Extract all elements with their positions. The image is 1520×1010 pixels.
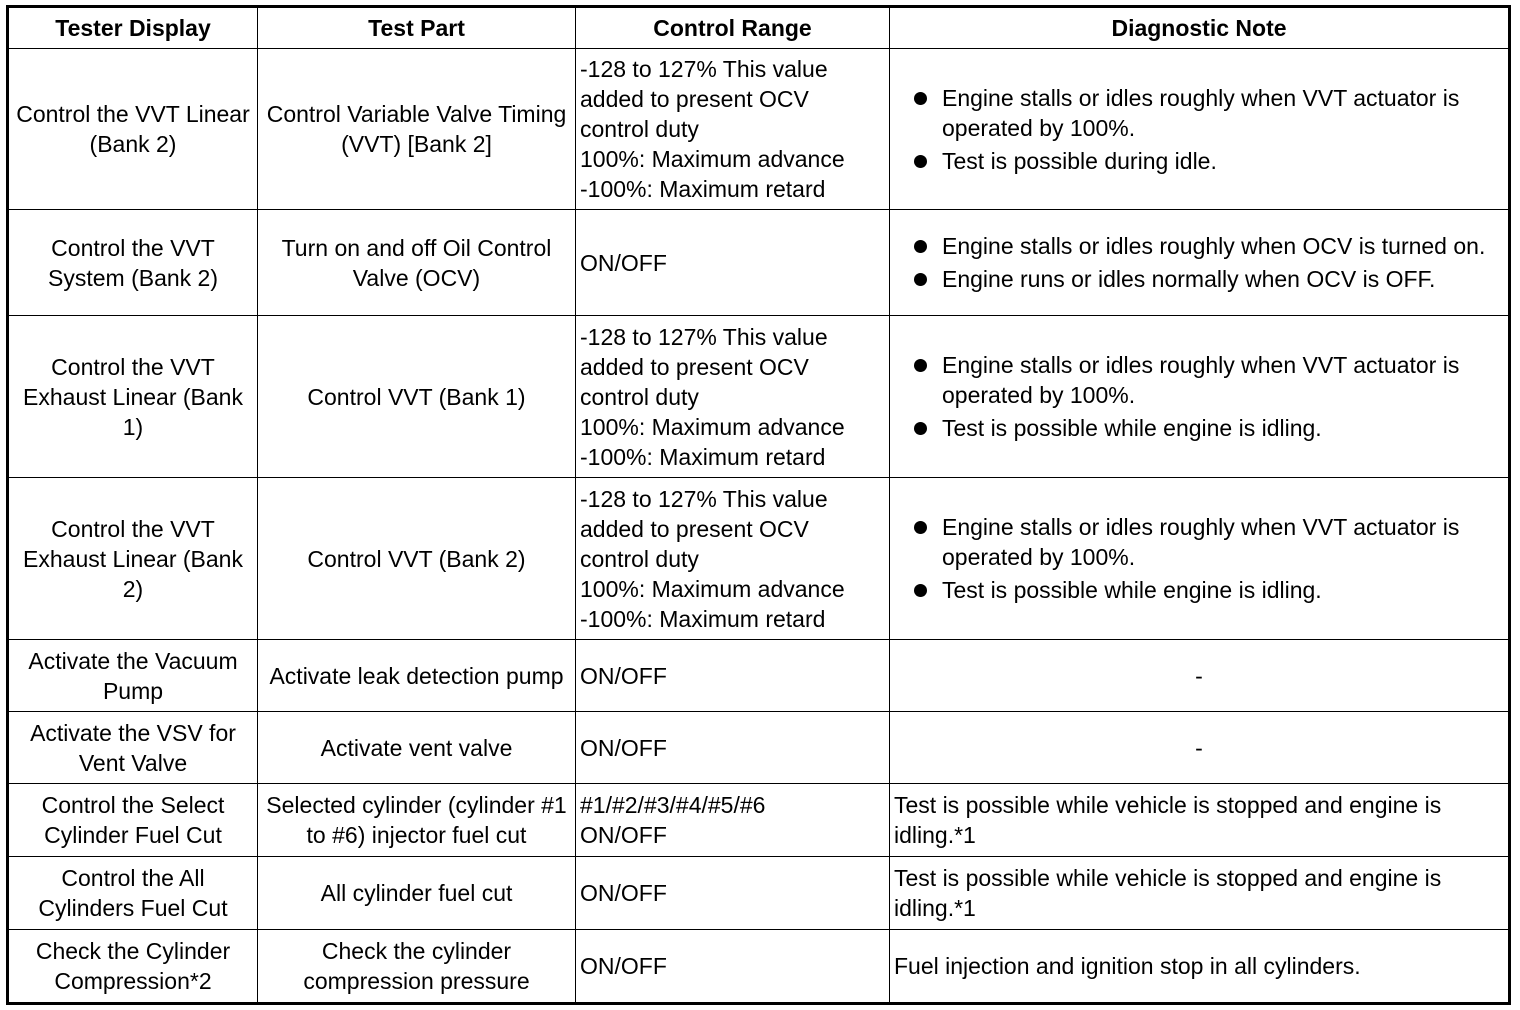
diagnostic-note-cell: Fuel injection and ignition stop in all cylinders. xyxy=(890,930,1510,1004)
control-range-line: ON/OFF xyxy=(580,822,667,848)
table-row xyxy=(8,210,1510,316)
control-range-line: ON/OFF xyxy=(580,662,667,689)
table-row xyxy=(8,930,1510,1004)
control-range-line: -100%: Maximum retard xyxy=(580,443,826,470)
header-test-part: Test Part xyxy=(258,7,576,49)
active-test-table xyxy=(6,5,1511,1005)
control-range-cell xyxy=(576,784,890,857)
control-range-line: ON/OFF xyxy=(580,880,667,906)
diagnostic-note-cell: Test is possible while vehicle is stopped and engine is idling.*1 xyxy=(890,857,1510,930)
table-row xyxy=(8,49,1510,210)
control-range-line: ON/OFF xyxy=(580,249,667,276)
test-part-cell: Turn on and off Oil Control Valve (OCV) xyxy=(258,210,576,316)
control-range-line: control duty xyxy=(580,545,699,572)
bullet-item: Engine stalls or idles roughly when VVT actuator is operated by 100%. xyxy=(894,350,1504,410)
tester-display-cell: Control the Select Cylinder Fuel Cut xyxy=(8,784,258,857)
control-range-line: added to present OCV xyxy=(580,353,809,380)
control-range-cell xyxy=(576,640,890,712)
control-range-cell xyxy=(576,712,890,784)
bullet-item: Engine stalls or idles roughly when VVT actuator is operated by 100%. xyxy=(894,83,1504,143)
tester-display-cell: Control the VVT System (Bank 2) xyxy=(8,210,258,316)
header-tester-display: Tester Display xyxy=(8,7,258,49)
control-range-line: -128 to 127% This value xyxy=(580,323,828,350)
bullet-item: Test is possible while engine is idling. xyxy=(894,413,1504,443)
table-row xyxy=(8,640,1510,712)
tester-display-cell: Control the All Cylinders Fuel Cut xyxy=(8,857,258,930)
control-range-line: -100%: Maximum retard xyxy=(580,605,826,632)
control-range-line: 100%: Maximum advance xyxy=(580,146,845,172)
bullet-list xyxy=(894,350,1504,443)
control-range-cell xyxy=(576,49,890,210)
tester-display-cell: Activate the VSV for Vent Valve xyxy=(8,712,258,784)
test-part-cell: Check the cylinder compression pressure xyxy=(258,930,576,1004)
bullet-item: Test is possible during idle. xyxy=(894,146,1504,176)
control-range-line: -128 to 127% This value xyxy=(580,485,828,512)
table-row xyxy=(8,784,1510,857)
control-range-line: ON/OFF xyxy=(580,734,667,761)
diagnostic-note-cell xyxy=(890,49,1510,210)
control-range-line: 100%: Maximum advance xyxy=(580,575,845,602)
control-range-line: control duty xyxy=(580,383,699,410)
header-control-range: Control Range xyxy=(576,7,890,49)
test-part-cell: Activate vent valve xyxy=(258,712,576,784)
tester-display-cell: Control the VVT Linear (Bank 2) xyxy=(8,49,258,210)
control-range-cell xyxy=(576,857,890,930)
table-row xyxy=(8,478,1510,640)
bullet-item: Engine runs or idles normally when OCV is OFF. xyxy=(894,264,1504,294)
control-range-line: ON/OFF xyxy=(580,953,667,979)
tester-display-cell: Control the VVT Exhaust Linear (Bank 1) xyxy=(8,316,258,478)
control-range-line: added to present OCV xyxy=(580,515,809,542)
control-range-cell xyxy=(576,930,890,1004)
diagnostic-note-cell: - xyxy=(890,712,1510,784)
test-part-cell: Control Variable Valve Timing (VVT) [Bank 2] xyxy=(258,49,576,210)
control-range-line: 100%: Maximum advance xyxy=(580,413,845,440)
control-range-cell xyxy=(576,316,890,478)
control-range-cell xyxy=(576,210,890,316)
diagnostic-note-cell: - xyxy=(890,640,1510,712)
bullet-list xyxy=(894,231,1504,294)
test-part-cell: Activate leak detection pump xyxy=(258,640,576,712)
diagnostic-note-cell xyxy=(890,478,1510,640)
control-range-line: #1/#2/#3/#4/#5/#6 xyxy=(580,792,766,818)
test-part-cell: Control VVT (Bank 1) xyxy=(258,316,576,478)
test-part-cell: Selected cylinder (cylinder #1 to #6) injector fuel cut xyxy=(258,784,576,857)
control-range-line: -128 to 127% This value xyxy=(580,56,828,82)
diagnostic-note-cell xyxy=(890,210,1510,316)
control-range-line: -100%: Maximum retard xyxy=(580,176,826,202)
diagnostic-note-cell xyxy=(890,316,1510,478)
control-range-line: added to present OCV xyxy=(580,86,809,112)
table-row xyxy=(8,712,1510,784)
bullet-list xyxy=(894,512,1504,605)
diagnostic-table-container xyxy=(6,5,1508,1005)
bullet-item: Test is possible while engine is idling. xyxy=(894,575,1504,605)
table-row xyxy=(8,316,1510,478)
bullet-item: Engine stalls or idles roughly when OCV is turned on. xyxy=(894,231,1504,261)
control-range-cell xyxy=(576,478,890,640)
tester-display-cell: Control the VVT Exhaust Linear (Bank 2) xyxy=(8,478,258,640)
header-row xyxy=(8,7,1510,49)
bullet-item: Engine stalls or idles roughly when VVT actuator is operated by 100%. xyxy=(894,512,1504,572)
header-diagnostic-note: Diagnostic Note xyxy=(890,7,1510,49)
table-row xyxy=(8,857,1510,930)
bullet-list xyxy=(894,83,1504,176)
diagnostic-note-cell: Test is possible while vehicle is stopped and engine is idling.*1 xyxy=(890,784,1510,857)
control-range-line: control duty xyxy=(580,116,699,142)
tester-display-cell: Check the Cylinder Compression*2 xyxy=(8,930,258,1004)
test-part-cell: All cylinder fuel cut xyxy=(258,857,576,930)
test-part-cell: Control VVT (Bank 2) xyxy=(258,478,576,640)
tester-display-cell: Activate the Vacuum Pump xyxy=(8,640,258,712)
